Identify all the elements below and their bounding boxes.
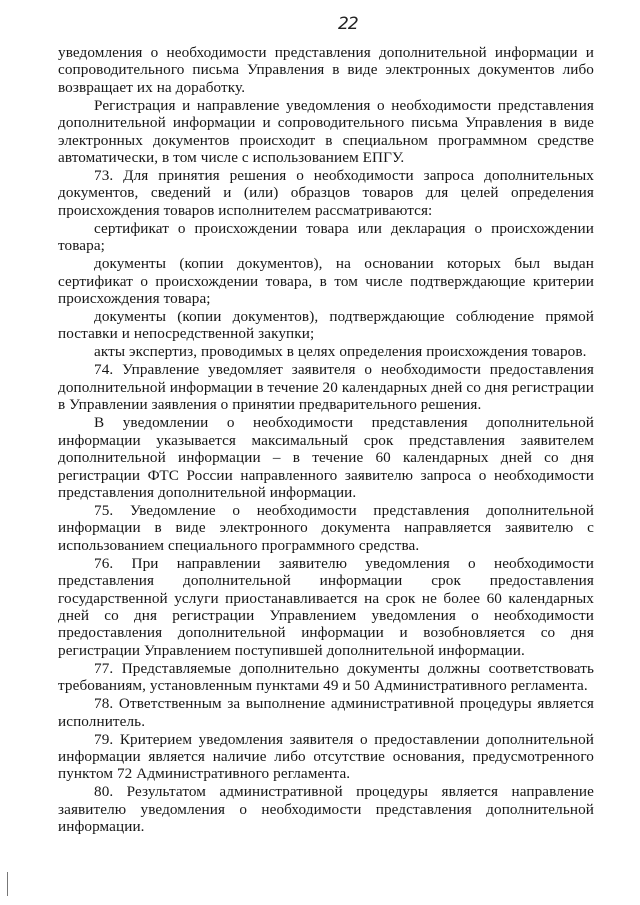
list-item-certificate: сертификат о происхождении товара или декларация о происхождении товара; xyxy=(58,219,594,255)
list-item-documents-direct-supply: документы (копии документов), подтверждающие соблюдение прямой поставки и непосредственной закупки; xyxy=(58,308,594,343)
paragraph-77: 77. Представляемые дополнительно документы должны соответствовать требованиям, установленным пунктами 49 и 50 Административного регламента. xyxy=(58,659,594,695)
paragraph-79: 79. Критерием уведомления заявителя о предоставлении дополнительной информации является наличие либо отсутствие основания, предусмотренного пунктом 72 Административного регламента. xyxy=(58,730,594,783)
paragraph-74: 74. Управление уведомляет заявителя о необходимости предоставления дополнительной информации в течение 20 календарных дней со дня регистрации в Управлении заявления о принятии предварительного решения. xyxy=(58,361,594,414)
document-body xyxy=(58,44,594,836)
paragraph-76: 76. При направлении заявителю уведомления о необходимости представления дополнительной информации срок предоставления государственной услуги приостанавливается на срок не более 60 календарных дней со дня регистрации Управлением уведомления о необходимости предоставления дополнительной информации и возобновляется со дня регистрации Управлением поступившей дополнительной информации. xyxy=(58,554,594,659)
paragraph-continuation: уведомления о необходимости представления дополнительной информации и сопроводительного письма Управления в виде электронных документов либо возвращает их на доработку. xyxy=(58,44,594,96)
paragraph-notice-deadline: В уведомлении о необходимости представления дополнительной информации указывается максимальный срок представления заявителем дополнительной информации – в течение 60 календарных дней со дня регистрации ФТС России направленного заявителю запроса о необходимости представления дополнительной информации. xyxy=(58,414,594,501)
paragraph-78: 78. Ответственным за выполнение административной процедуры является исполнитель. xyxy=(58,695,594,730)
list-item-documents-certificate: документы (копии документов), на основании которых был выдан сертификат о происхождении товара, в том числе подтверждающие критерии происхождения товара; xyxy=(58,255,594,308)
list-item-expert-acts: акты экспертиз, проводимых в целях определения происхождения товаров. xyxy=(94,343,587,361)
paragraph-80: 80. Результатом административной процедуры является направление заявителю уведомления о необходимости представления дополнительной информации. xyxy=(58,783,594,836)
paragraph-75: 75. Уведомление о необходимости представления дополнительной информации в виде электронного документа направляется заявителю с использованием специального программного средства. xyxy=(58,501,594,554)
paragraph-73: 73. Для принятия решения о необходимости запроса дополнительных документов, сведений и (или) образцов товаров для целей определения происхождения товаров исполнителем рассматриваются: xyxy=(58,167,594,219)
page-number: 22 xyxy=(338,14,358,34)
scan-margin-line xyxy=(7,872,8,896)
paragraph-registration: Регистрация и направление уведомления о необходимости представления дополнительной информации и сопроводительного письма Управления в виде электронных документов происходит в специальном программном средстве автоматически, в том числе с использованием ЕПГУ. xyxy=(58,96,594,167)
